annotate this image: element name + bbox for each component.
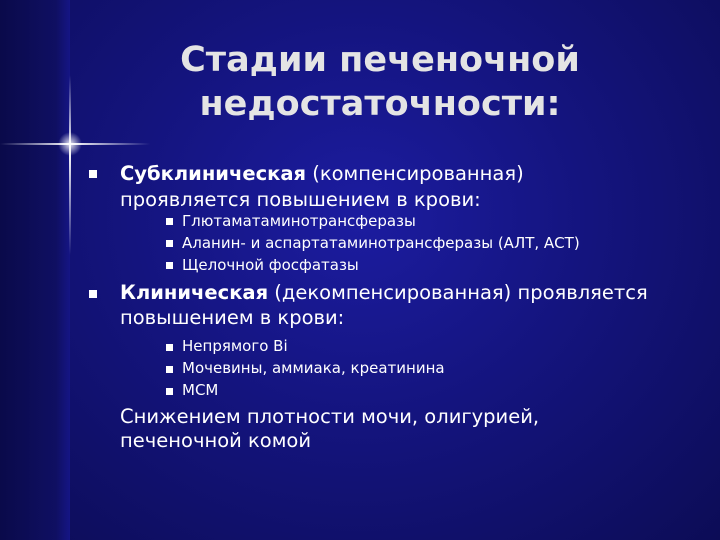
item-1-sub-2: Аланин- и аспартатаминотрансферазы (АЛТ, АСТ) bbox=[182, 234, 580, 252]
item-1-rest: (компенсированная) bbox=[306, 162, 524, 185]
item-1-sub-1: Глютаматаминотрансферазы bbox=[182, 212, 416, 230]
sub-bullet-square-icon bbox=[166, 388, 173, 395]
sub-bullet-square-icon bbox=[166, 262, 173, 269]
title-line-1: Стадии печеночной bbox=[180, 40, 580, 80]
item-1-bold: Субклиническая bbox=[120, 162, 307, 185]
item-1-sub-3: Щелочной фосфатазы bbox=[182, 256, 359, 274]
item-2-bold: Клиническая bbox=[120, 281, 269, 304]
item-2-line-1 bbox=[120, 281, 648, 305]
light-flare-glow bbox=[58, 132, 82, 156]
slide-title bbox=[130, 38, 630, 126]
item-2-sub-1: Непрямого Bi bbox=[182, 337, 288, 355]
bullet-square-icon bbox=[89, 290, 97, 298]
sub-bullet-square-icon bbox=[166, 240, 173, 247]
item-2-rest: (декомпенсированная) проявляется bbox=[268, 281, 648, 304]
item-2-line-2: повышением в крови: bbox=[120, 306, 345, 329]
footer-line-2: печеночной комой bbox=[120, 429, 312, 452]
item-2-sub-2: Мочевины, аммиака, креатинина bbox=[182, 359, 445, 377]
sub-bullet-square-icon bbox=[166, 366, 173, 373]
item-1-line-1 bbox=[120, 162, 524, 186]
left-decor-band bbox=[0, 0, 70, 540]
footer-line-1: Снижением плотности мочи, олигурией, bbox=[120, 405, 540, 428]
bullet-square-icon bbox=[89, 170, 97, 178]
item-2-sub-3: МСМ bbox=[182, 381, 219, 399]
item-1-line-2: проявляется повышением в крови: bbox=[120, 188, 481, 211]
light-flare-vertical bbox=[69, 75, 71, 255]
sub-bullet-square-icon bbox=[166, 218, 173, 225]
title-line-2: недостаточности: bbox=[199, 84, 561, 124]
sub-bullet-square-icon bbox=[166, 344, 173, 351]
